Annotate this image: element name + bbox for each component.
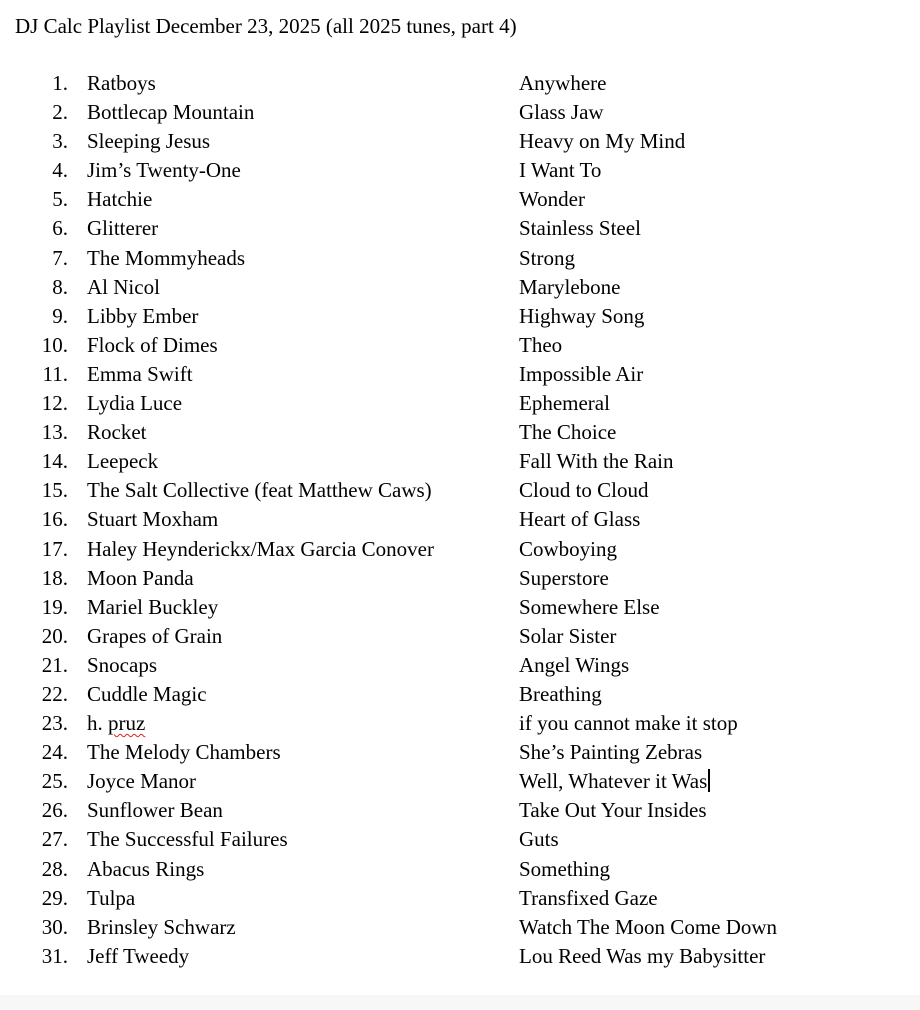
track-number: 19. <box>41 594 68 619</box>
song-title: Ephemeral <box>519 391 610 416</box>
song-title: Transfixed Gaze <box>519 885 658 910</box>
window-bottom-edge <box>0 995 920 1010</box>
artist-name: Mariel Buckley <box>87 594 219 619</box>
song-title: Heart of Glass <box>519 507 641 532</box>
track-number: 25. <box>41 769 68 794</box>
song-title: Marylebone <box>519 274 621 299</box>
artist-name: Al Nicol <box>87 274 160 299</box>
list-item <box>0 185 920 214</box>
artist-name: The Successful Failures <box>87 827 288 852</box>
list-item <box>0 913 920 942</box>
list-item <box>0 505 920 534</box>
artist-name: Cuddle Magic <box>87 681 207 706</box>
artist-name: Ratboys <box>87 71 156 95</box>
track-number: 8. <box>52 274 68 299</box>
list-item <box>0 127 920 156</box>
track-number: 28. <box>41 856 68 881</box>
song-title: Anywhere <box>519 71 607 95</box>
list-item <box>0 855 920 884</box>
artist-name <box>87 709 145 738</box>
artist-name: Abacus Rings <box>87 856 205 881</box>
artist-name: The Salt Collective (feat Matthew Caws) <box>87 478 432 503</box>
track-number: 22. <box>41 681 68 706</box>
track-number: 16. <box>41 507 68 532</box>
list-item <box>0 767 920 796</box>
track-number: 3. <box>52 129 68 154</box>
artist-name: Jeff Tweedy <box>87 943 190 968</box>
list-item <box>0 651 920 680</box>
artist-name: Stuart Moxham <box>87 507 219 532</box>
list-item <box>0 564 920 593</box>
song-title: if you cannot make it stop <box>519 711 738 736</box>
track-number: 13. <box>41 420 68 445</box>
list-item <box>0 942 920 971</box>
song-title-text: Well, Whatever it Was <box>519 769 708 794</box>
song-title: Heavy on My Mind <box>519 129 686 154</box>
artist-name: Flock of Dimes <box>87 332 218 357</box>
list-item <box>0 738 920 767</box>
artist-name: Lydia Luce <box>87 391 183 416</box>
track-number: 11. <box>42 361 68 386</box>
song-title: Breathing <box>519 681 602 706</box>
song-title: Strong <box>519 245 576 270</box>
document-title: DJ Calc Playlist December 23, 2025 (all 2025 tunes, part 4) <box>15 14 517 38</box>
song-title: Guts <box>519 827 559 852</box>
track-number: 24. <box>41 740 68 765</box>
list-item <box>0 593 920 622</box>
track-number: 10. <box>41 332 68 357</box>
artist-name: Glitterer <box>87 216 159 241</box>
song-title: Angel Wings <box>519 652 630 677</box>
artist-name-prefix: h. <box>87 711 108 736</box>
artist-name: Libby Ember <box>87 303 199 328</box>
song-title: I Want To <box>519 158 602 183</box>
list-item <box>0 709 920 738</box>
song-title: Superstore <box>519 565 609 590</box>
list-item <box>0 156 920 185</box>
song-title: Take Out Your Insides <box>519 798 707 823</box>
song-title: Impossible Air <box>519 361 644 386</box>
list-item <box>0 796 920 825</box>
artist-name: Brinsley Schwarz <box>87 914 236 939</box>
song-title: Something <box>519 856 611 881</box>
artist-name: Rocket <box>87 420 147 445</box>
track-number: 4. <box>52 158 68 183</box>
list-item <box>0 360 920 389</box>
track-number: 14. <box>41 449 68 474</box>
song-title: Cloud to Cloud <box>519 478 649 503</box>
artist-name: Haley Heynderickx/Max Garcia Conover <box>87 536 434 561</box>
track-number: 5. <box>52 187 68 212</box>
text-cursor <box>708 769 710 792</box>
list-item <box>0 69 920 98</box>
track-number: 6. <box>52 216 68 241</box>
song-title: Cowboying <box>519 536 618 561</box>
track-number: 23. <box>41 711 68 736</box>
song-title: Solar Sister <box>519 623 617 648</box>
artist-name: Jim’s Twenty-One <box>87 158 241 183</box>
artist-name: Sleeping Jesus <box>87 129 211 154</box>
list-item <box>0 214 920 243</box>
track-number: 31. <box>41 943 68 968</box>
track-number: 29. <box>41 885 68 910</box>
list-item <box>0 476 920 505</box>
track-number: 30. <box>41 914 68 939</box>
artist-name: Leepeck <box>87 449 159 474</box>
artist-name: Emma Swift <box>87 361 193 386</box>
artist-name: Tulpa <box>87 885 136 910</box>
track-number: 9. <box>52 303 68 328</box>
track-number: 15. <box>41 478 68 503</box>
artist-name: Sunflower Bean <box>87 798 223 823</box>
artist-name: Hatchie <box>87 187 153 212</box>
playlist <box>0 69 920 971</box>
list-item <box>0 447 920 476</box>
list-item <box>0 273 920 302</box>
song-title: Highway Song <box>519 303 645 328</box>
song-title: Theo <box>519 332 563 357</box>
list-item <box>0 98 920 127</box>
track-number: 26. <box>41 798 68 823</box>
artist-name: Grapes of Grain <box>87 623 223 648</box>
track-number: 2. <box>52 100 68 125</box>
list-item <box>0 244 920 273</box>
artist-name: The Melody Chambers <box>87 740 281 765</box>
list-item <box>0 535 920 564</box>
track-number: 1. <box>52 71 68 95</box>
list-item <box>0 389 920 418</box>
artist-name: Bottlecap Mountain <box>87 100 255 125</box>
song-title: Stainless Steel <box>519 216 641 241</box>
song-title: Somewhere Else <box>519 594 660 619</box>
track-number: 18. <box>41 565 68 590</box>
song-title: The Choice <box>519 420 617 445</box>
artist-name: Moon Panda <box>87 565 194 590</box>
list-item <box>0 331 920 360</box>
track-number: 20. <box>41 623 68 648</box>
list-item <box>0 418 920 447</box>
list-item <box>0 884 920 913</box>
track-number: 17. <box>41 536 68 561</box>
artist-name: Joyce Manor <box>87 769 197 794</box>
track-number: 7. <box>52 245 68 270</box>
track-number: 12. <box>41 391 68 416</box>
track-number: 21. <box>41 652 68 677</box>
song-title: Watch The Moon Come Down <box>519 914 778 939</box>
song-title: Fall With the Rain <box>519 449 674 474</box>
spellcheck-flagged-word[interactable]: pruz <box>108 711 146 736</box>
song-title: Wonder <box>519 187 585 212</box>
list-item <box>0 825 920 854</box>
artist-name: Snocaps <box>87 652 157 677</box>
song-title: Glass Jaw <box>519 100 604 125</box>
list-item <box>0 622 920 651</box>
list-item <box>0 302 920 331</box>
song-title: She’s Painting Zebras <box>519 740 703 765</box>
artist-name: The Mommyheads <box>87 245 246 270</box>
song-title: Lou Reed Was my Babysitter <box>519 943 766 968</box>
track-number: 27. <box>41 827 68 852</box>
list-item <box>0 680 920 709</box>
song-title[interactable] <box>519 767 710 796</box>
